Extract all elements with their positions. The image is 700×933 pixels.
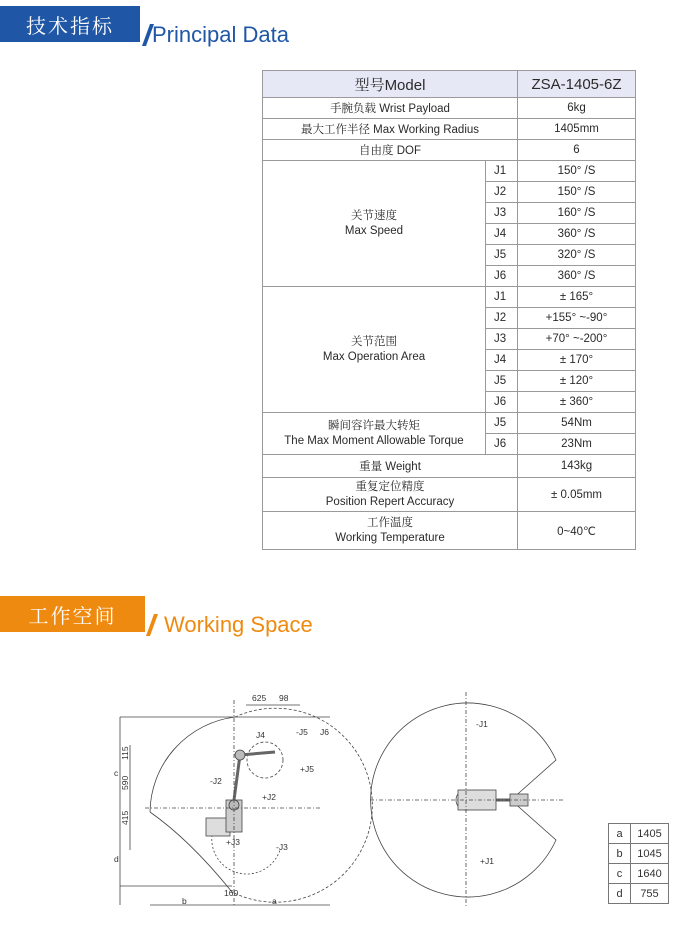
temperature-label-cn: 工作温度	[367, 516, 413, 529]
torque-joint: J5	[486, 413, 518, 434]
dim-label: 590	[120, 775, 130, 790]
side-view-drawing	[120, 700, 372, 905]
range-joint: J6	[486, 392, 518, 413]
torque-label-cn: 瞬间容许最大转矩	[328, 419, 420, 432]
payload-label: 手腕负载 Wrist Payload	[263, 98, 518, 119]
speed-value: 150° /S	[518, 161, 636, 182]
accuracy-value: ± 0.05mm	[518, 478, 636, 512]
joint-label: -J3	[276, 842, 288, 852]
table-row	[609, 824, 669, 844]
joint-label: +J5	[300, 764, 314, 774]
speed-value: 360° /S	[518, 266, 636, 287]
joint-label: +J1	[480, 856, 494, 866]
dim-label: 115	[120, 746, 130, 760]
torque-value: 23Nm	[518, 434, 636, 455]
accuracy-label-en: Position Repert Accuracy	[325, 495, 455, 508]
side-view-labels	[114, 693, 329, 906]
joint-label: J4	[256, 730, 265, 740]
table-row	[609, 884, 669, 904]
dim-label: 415	[120, 810, 130, 825]
range-label-cn: 关节范围	[351, 335, 397, 348]
speed-joint: J5	[486, 245, 518, 266]
range-value: ± 165°	[518, 287, 636, 308]
dim-value: 755	[631, 884, 669, 904]
top-view-drawing	[370, 692, 565, 908]
dof-value: 6	[518, 140, 636, 161]
radius-value: 1405mm	[518, 119, 636, 140]
speed-joint: J3	[486, 203, 518, 224]
joint-label: +J2	[262, 792, 276, 802]
working-space-cn: 工作空间	[28, 603, 117, 628]
joint-label: +J3	[226, 837, 240, 847]
speed-value: 160° /S	[518, 203, 636, 224]
dim-label: 98	[279, 693, 289, 703]
range-joint: J3	[486, 329, 518, 350]
dim-key: b	[609, 844, 631, 864]
range-label-en: Max Operation Area	[322, 350, 426, 363]
weight-label: 重量 Weight	[263, 455, 518, 478]
speed-joint: J2	[486, 182, 518, 203]
dim-value: 1045	[631, 844, 669, 864]
dim-key: c	[609, 864, 631, 884]
weight-value: 143kg	[518, 455, 636, 478]
range-value: ± 120°	[518, 371, 636, 392]
principal-data-cn: 技术指标	[26, 13, 114, 38]
accuracy-label-cn: 重复定位精度	[355, 480, 425, 493]
speed-joint: J4	[486, 224, 518, 245]
range-value: ± 360°	[518, 392, 636, 413]
temperature-label-en: Working Temperature	[335, 531, 445, 544]
dim-label: 160	[224, 888, 239, 898]
table-row	[609, 844, 669, 864]
joint-label: -J2	[210, 776, 222, 786]
dim-value: 1640	[631, 864, 669, 884]
joint-label: -J1	[476, 719, 488, 729]
joint-label: -J5	[296, 727, 308, 737]
range-value: +70° ~-200°	[518, 329, 636, 350]
range-joint: J2	[486, 308, 518, 329]
dim-label: a	[272, 896, 277, 906]
torque-value: 54Nm	[518, 413, 636, 434]
dim-label: 625	[252, 693, 267, 703]
speed-value: 150° /S	[518, 182, 636, 203]
model-label: 型号Model	[263, 71, 518, 98]
range-value: +155° ~-90°	[518, 308, 636, 329]
model-value: ZSA-1405-6Z	[518, 71, 636, 98]
temperature-value: 0~40℃	[518, 512, 636, 550]
dim-label: d	[114, 854, 119, 864]
dim-label: c	[114, 768, 119, 778]
range-value: ± 170°	[518, 350, 636, 371]
speed-label-en: Max Speed	[344, 224, 404, 237]
speed-value: 360° /S	[518, 224, 636, 245]
dim-value: 1405	[631, 824, 669, 844]
dim-key: a	[609, 824, 631, 844]
dimensions-table	[608, 823, 669, 904]
speed-joint: J1	[486, 161, 518, 182]
range-joint: J4	[486, 350, 518, 371]
speed-value: 320° /S	[518, 245, 636, 266]
dim-label: b	[182, 896, 187, 906]
joint-label: J6	[320, 727, 329, 737]
payload-value: 6kg	[518, 98, 636, 119]
torque-joint: J6	[486, 434, 518, 455]
dim-key: d	[609, 884, 631, 904]
radius-label: 最大工作半径 Max Working Radius	[263, 119, 518, 140]
working-space-title: Working Space	[164, 612, 313, 637]
dof-label: 自由度 DOF	[263, 140, 518, 161]
principal-data-title: Principal Data	[152, 22, 289, 47]
speed-joint: J6	[486, 266, 518, 287]
range-joint: J1	[486, 287, 518, 308]
speed-label-cn: 关节速度	[351, 209, 397, 222]
table-row	[609, 864, 669, 884]
torque-label-en: The Max Moment Allowable Torque	[284, 434, 464, 447]
range-joint: J5	[486, 371, 518, 392]
